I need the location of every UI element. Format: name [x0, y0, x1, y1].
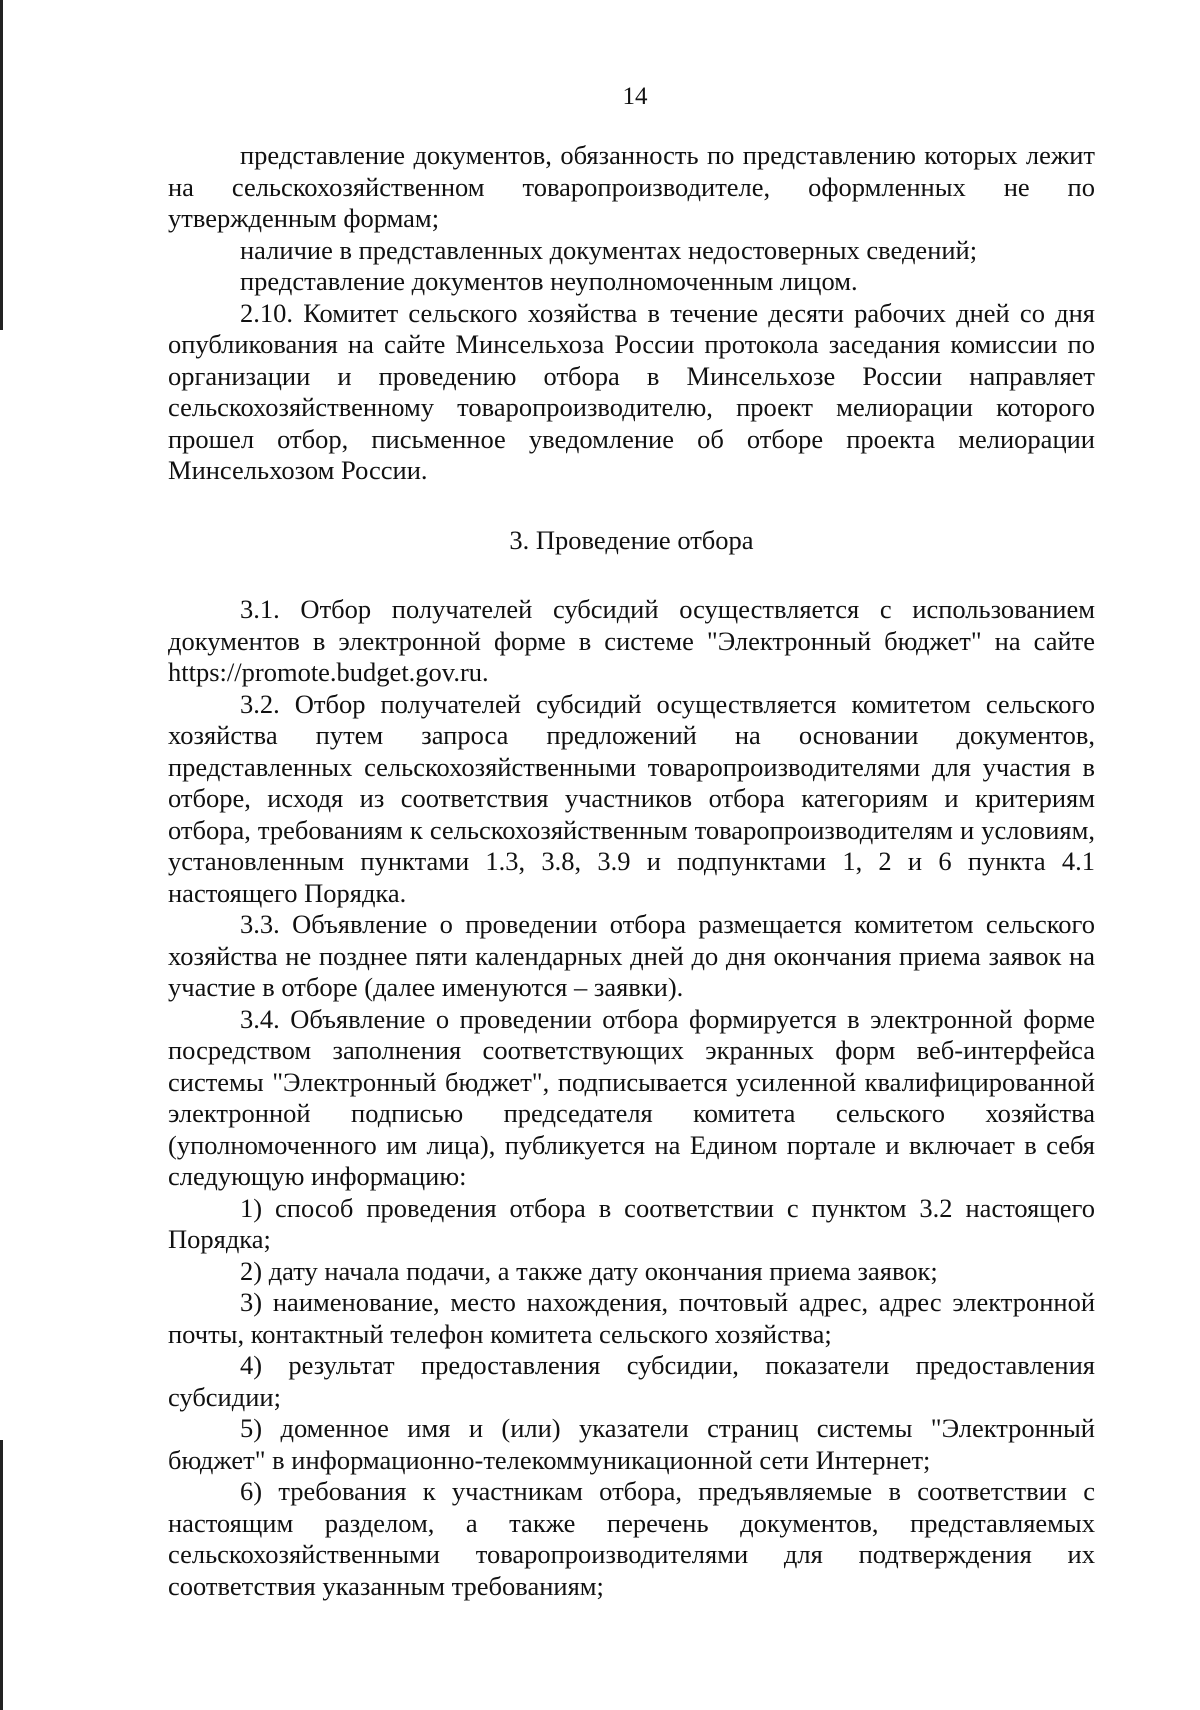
paragraph-3-3: 3.3. Объявление о проведении отбора размещается комитетом сельского хозяйства не позднее пяти календарных дней до дня окончания приема заявок на участие в отборе (далее именуются – заявки).: [168, 909, 1095, 1002]
list-item-4: 4) результат предоставления субсидии, показатели предоставления субсидии;: [168, 1350, 1095, 1412]
paragraph-3-4: 3.4. Объявление о проведении отбора формируется в электронной форме посредством заполнения соответствующих экранных форм веб-интерфейса системы "Электронный бюджет", подписывается усиленной квалифицированной электронной подписью председателя комитета сельского хозяйства (уполномоченного им лица), публикуется на Едином портале и включает в себя следующую информацию:: [168, 1003, 1095, 1191]
scan-edge-top: [0, 0, 3, 330]
page-number: 14: [622, 83, 648, 110]
paragraph-unreliable-info: наличие в представленных документах недостоверных сведений;: [240, 234, 978, 265]
scan-edge-bottom: [0, 1440, 3, 1710]
document-body: [168, 140, 1095, 1602]
list-item-3: 3) наименование, место нахождения, почтовый адрес, адрес электронной почты, контактный телефон комитета сельского хозяйства;: [168, 1287, 1095, 1349]
paragraph-documents-forms: представление документов, обязанность по представлению которых лежит на сельскохозяйственном товаропроизводителе, оформленных не по утвержденным формам;: [168, 140, 1095, 233]
section-heading: 3. Проведение отбора: [509, 524, 754, 555]
list-item-2: 2) дату начала подачи, а также дату окончания приема заявок;: [240, 1255, 938, 1286]
list-item-1: 1) способ проведения отбора в соответствии с пунктом 3.2 настоящего Порядка;: [168, 1192, 1095, 1254]
paragraph-unauthorized-person: представление документов неуполномоченным лицом.: [240, 266, 858, 296]
list-item-5: 5) доменное имя и (или) указатели страниц системы "Электронный бюджет" в информационно-телекоммуникационной сети Интернет;: [168, 1413, 1095, 1475]
list-item-6: 6) требования к участникам отбора, предъявляемые в соответствии с настоящим разделом, а также перечень документов, представляемых сельскохозяйственными товаропроизводителями для подтверждения их соответствия указанным требованиям;: [168, 1476, 1095, 1601]
paragraph-2-10: 2.10. Комитет сельского хозяйства в течение десяти рабочих дней со дня опубликования на сайте Минсельхоза России протокола заседания комиссии по организации и проведению отбора в Минсельхозе России направляет сельскохозяйственному товаропроизводителю, проект мелиорации которого прошел отбор, письменное уведомление об отборе проекта мелиорации Минсельхозом России.: [168, 297, 1095, 485]
paragraph-3-2: 3.2. Отбор получателей субсидий осуществляется комитетом сельского хозяйства путем запроса предложений на основании документов, представленных сельскохозяйственными товаропроизводителями для участия в отборе, исходя из соответствия участников отбора категориям и критериям отбора, требованиям к сельскохозяйственным товаропроизводителям и условиям, установленным пунктами 1.3, 3.8, 3.9 и подпунктами 1, 2 и 6 пункта 4.1 настоящего Порядка.: [168, 688, 1095, 908]
paragraph-3-1: 3.1. Отбор получателей субсидий осуществляется с использованием документов в электронной форме в системе "Электронный бюджет" на сайте https://promote.budget.gov.ru.: [168, 594, 1095, 687]
